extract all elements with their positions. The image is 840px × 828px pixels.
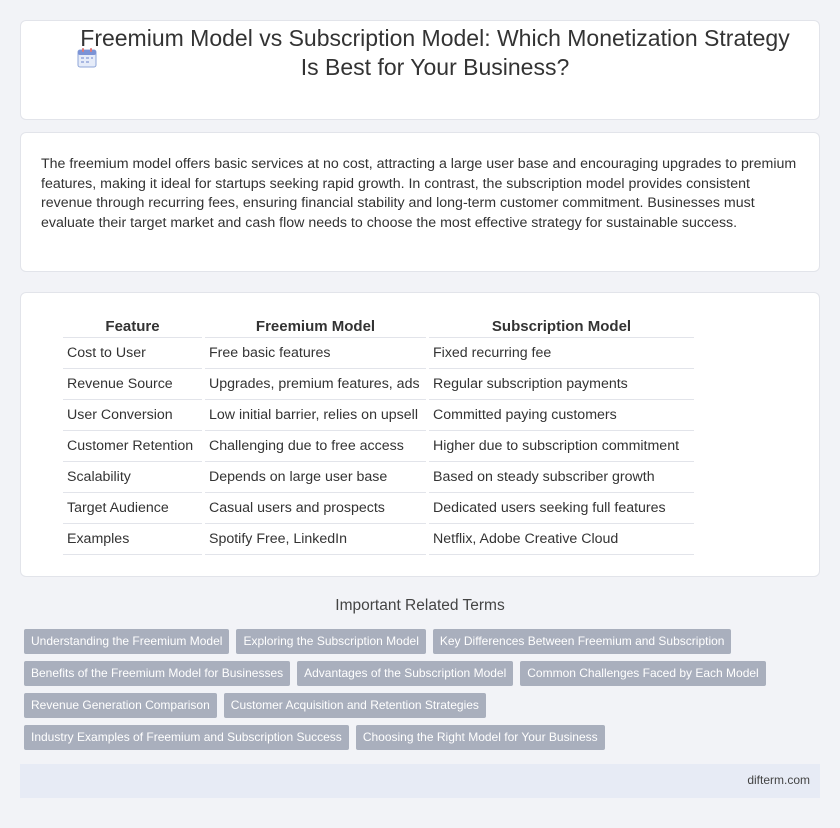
page-title-wrap: [70, 24, 800, 82]
footer: [20, 764, 820, 798]
table-row: [63, 493, 694, 524]
cell-subscription: Fixed recurring fee: [429, 338, 694, 369]
footer-site[interactable]: difterm.com: [747, 773, 810, 787]
related-term-tag[interactable]: Choosing the Right Model for Your Business: [356, 725, 605, 750]
table-row: [63, 400, 694, 431]
cell-feature: Scalability: [63, 462, 202, 493]
cell-subscription: Dedicated users seeking full features: [429, 493, 694, 524]
related-term-tag[interactable]: Revenue Generation Comparison: [24, 693, 217, 718]
intro-paragraph: The freemium model offers basic services at no cost, attracting a large user base and encouraging upgrades to premium features, making it ideal for startups seeking rapid growth. In contrast, the subscription model provides consistent revenue through recurring fees, ensuring financial stability and long-term customer commitment. Businesses must evaluate their target market and cash flow needs to choose the most effective strategy for sustainable success.: [41, 156, 797, 231]
cell-freemium: Depends on large user base: [205, 462, 426, 493]
cell-subscription: Regular subscription payments: [429, 369, 694, 400]
related-terms-title: Important Related Terms: [335, 597, 505, 614]
cell-freemium: Challenging due to free access: [205, 431, 426, 462]
related-term-tag[interactable]: Understanding the Freemium Model: [24, 629, 229, 654]
table-row: [63, 431, 694, 462]
cell-feature: Customer Retention: [63, 431, 202, 462]
related-term-tag[interactable]: Benefits of the Freemium Model for Businesses: [24, 661, 290, 686]
related-terms-list: [24, 629, 824, 757]
table-row: [63, 524, 694, 555]
cell-subscription: Based on steady subscriber growth: [429, 462, 694, 493]
comparison-card: [20, 292, 820, 577]
table-header-row: [63, 317, 694, 338]
cell-subscription: Higher due to subscription commitment: [429, 431, 694, 462]
cell-subscription: Committed paying customers: [429, 400, 694, 431]
table-row: [63, 462, 694, 493]
intro-card: [20, 132, 820, 272]
comparison-table: [60, 317, 697, 555]
related-term-tag[interactable]: Key Differences Between Freemium and Subscription: [433, 629, 732, 654]
cell-feature: Revenue Source: [63, 369, 202, 400]
cell-feature: Examples: [63, 524, 202, 555]
table-row: [63, 338, 694, 369]
page-title: Freemium Model vs Subscription Model: Which Monetization Strategy Is Best for Your Business?: [80, 25, 790, 80]
cell-feature: Cost to User: [63, 338, 202, 369]
cell-freemium: Spotify Free, LinkedIn: [205, 524, 426, 555]
cell-freemium: Low initial barrier, relies on upsell: [205, 400, 426, 431]
table-row: [63, 369, 694, 400]
cell-feature: User Conversion: [63, 400, 202, 431]
related-term-tag[interactable]: Customer Acquisition and Retention Strategies: [224, 693, 486, 718]
cell-freemium: Free basic features: [205, 338, 426, 369]
related-term-tag[interactable]: Common Challenges Faced by Each Model: [520, 661, 765, 686]
cell-subscription: Netflix, Adobe Creative Cloud: [429, 524, 694, 555]
related-term-tag[interactable]: Exploring the Subscription Model: [236, 629, 425, 654]
related-term-tag[interactable]: Industry Examples of Freemium and Subscription Success: [24, 725, 349, 750]
header-feature: Feature: [63, 317, 202, 338]
cell-feature: Target Audience: [63, 493, 202, 524]
cell-freemium: Upgrades, premium features, ads: [205, 369, 426, 400]
related-term-tag[interactable]: Advantages of the Subscription Model: [297, 661, 513, 686]
header-subscription: Subscription Model: [429, 317, 694, 338]
cell-freemium: Casual users and prospects: [205, 493, 426, 524]
header-freemium: Freemium Model: [205, 317, 426, 338]
